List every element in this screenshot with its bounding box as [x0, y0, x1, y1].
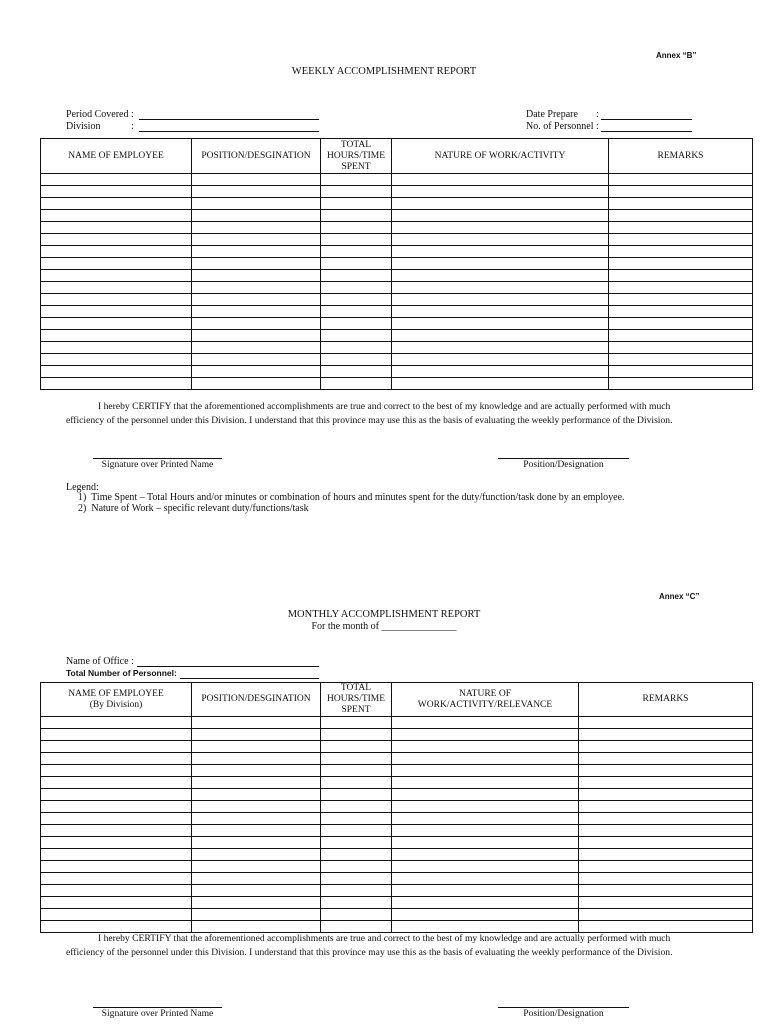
table-cell[interactable]	[579, 921, 753, 933]
table-cell[interactable]	[41, 222, 192, 234]
table-cell[interactable]	[609, 174, 753, 186]
table-cell[interactable]	[192, 294, 321, 306]
table-row	[41, 378, 753, 390]
table-cell[interactable]	[41, 378, 192, 390]
table-cell[interactable]	[321, 222, 392, 234]
table-row	[41, 318, 753, 330]
table-cell[interactable]	[192, 885, 321, 897]
table-cell[interactable]	[41, 753, 192, 765]
weekly-certification	[66, 400, 706, 428]
table-row	[41, 270, 753, 282]
table-cell[interactable]	[321, 342, 392, 354]
table-row	[41, 885, 753, 897]
table-cell[interactable]	[579, 837, 753, 849]
table-cell[interactable]	[41, 270, 192, 282]
no-of-personnel-line[interactable]	[601, 131, 692, 132]
table-cell[interactable]	[321, 246, 392, 258]
table-cell[interactable]	[321, 318, 392, 330]
table-cell[interactable]	[192, 198, 321, 210]
table-cell[interactable]	[192, 354, 321, 366]
table-cell[interactable]	[192, 222, 321, 234]
table-cell[interactable]	[41, 342, 192, 354]
table-cell[interactable]	[192, 741, 321, 753]
table-cell[interactable]	[41, 330, 192, 342]
table-cell[interactable]	[41, 885, 192, 897]
table-cell[interactable]	[609, 354, 753, 366]
table-cell[interactable]	[392, 741, 579, 753]
table-cell[interactable]	[192, 318, 321, 330]
annex-c-label: Annex “C”	[659, 592, 700, 601]
table-row	[41, 741, 753, 753]
table-cell[interactable]	[321, 765, 392, 777]
table-cell[interactable]	[321, 885, 392, 897]
table-cell[interactable]	[609, 234, 753, 246]
table-row	[41, 753, 753, 765]
table-cell[interactable]	[609, 258, 753, 270]
table-cell[interactable]	[392, 210, 609, 222]
table-cell[interactable]	[41, 717, 192, 729]
table-header-row	[41, 139, 753, 174]
table-cell[interactable]	[41, 246, 192, 258]
table-row	[41, 909, 753, 921]
table-cell[interactable]	[392, 873, 579, 885]
legend-title: Legend:	[66, 482, 99, 493]
table-cell[interactable]	[579, 885, 753, 897]
table-cell[interactable]	[579, 813, 753, 825]
monthly-certify-line2: efficiency of the personnel under this Division. I understand that this province may use this as the basis of evaluating the weekly performance of the Division.	[66, 947, 673, 958]
legend-2-text: specific relevant duty/functions/task	[161, 503, 309, 514]
table-row	[41, 801, 753, 813]
table-row	[41, 234, 753, 246]
table-cell[interactable]	[41, 294, 192, 306]
table-cell[interactable]	[321, 174, 392, 186]
table-cell[interactable]	[392, 729, 579, 741]
table-row	[41, 186, 753, 198]
table-cell[interactable]	[609, 198, 753, 210]
table-cell[interactable]	[192, 729, 321, 741]
table-cell[interactable]	[321, 897, 392, 909]
col-remarks: REMARKS	[609, 139, 753, 174]
col-total-hours: TOTAL HOURS/TIME SPENT	[321, 139, 392, 174]
table-cell[interactable]	[321, 849, 392, 861]
table-cell[interactable]	[392, 354, 609, 366]
table-row	[41, 861, 753, 873]
table-row	[41, 897, 753, 909]
table-cell[interactable]	[321, 282, 392, 294]
col-nature-of-work: NATURE OF WORK/ACTIVITY/RELEVANCE	[392, 683, 579, 717]
table-cell[interactable]	[392, 777, 579, 789]
table-row	[41, 330, 753, 342]
table-cell[interactable]	[41, 765, 192, 777]
legend-item-2	[78, 503, 309, 514]
table-cell[interactable]	[392, 318, 609, 330]
table-cell[interactable]	[579, 861, 753, 873]
table-cell[interactable]	[41, 186, 192, 198]
table-row	[41, 777, 753, 789]
table-cell[interactable]	[321, 741, 392, 753]
table-row	[41, 174, 753, 186]
table-cell[interactable]	[321, 354, 392, 366]
table-cell[interactable]	[41, 198, 192, 210]
table-cell[interactable]	[192, 861, 321, 873]
table-cell[interactable]	[392, 330, 609, 342]
table-cell[interactable]	[392, 813, 579, 825]
table-cell[interactable]	[321, 330, 392, 342]
legend-item-1	[78, 492, 625, 503]
date-prepare-line[interactable]	[601, 119, 692, 120]
table-cell[interactable]	[41, 801, 192, 813]
table-cell[interactable]	[321, 210, 392, 222]
table-cell[interactable]	[392, 294, 609, 306]
table-cell[interactable]	[41, 921, 192, 933]
table-row	[41, 849, 753, 861]
date-prepare-colon: :	[596, 109, 599, 120]
table-row	[41, 258, 753, 270]
table-row	[41, 729, 753, 741]
table-cell[interactable]	[192, 342, 321, 354]
table-cell[interactable]	[192, 813, 321, 825]
table-cell[interactable]	[609, 330, 753, 342]
table-cell[interactable]	[609, 342, 753, 354]
table-row	[41, 246, 753, 258]
table-cell[interactable]	[41, 354, 192, 366]
table-row	[41, 282, 753, 294]
monthly-position-label: Position/Designation	[523, 1008, 604, 1019]
table-cell[interactable]	[192, 801, 321, 813]
monthly-signature-label: Signature over Printed Name	[101, 1008, 214, 1019]
division-line[interactable]	[139, 131, 319, 132]
weekly-certify-line2: efficiency of the personnel under this Division. I understand that this province may use this as the basis of evaluating the weekly performance of the Division.	[66, 415, 673, 426]
col-position: POSITION/DESGINATION	[192, 139, 321, 174]
table-cell[interactable]	[392, 270, 609, 282]
table-cell[interactable]	[392, 789, 579, 801]
table-cell[interactable]	[192, 378, 321, 390]
table-cell[interactable]	[579, 717, 753, 729]
table-cell[interactable]	[192, 909, 321, 921]
table-cell[interactable]	[192, 717, 321, 729]
table-cell[interactable]	[321, 198, 392, 210]
table-cell[interactable]	[392, 186, 609, 198]
table-cell[interactable]	[392, 921, 579, 933]
table-cell[interactable]	[392, 753, 579, 765]
table-cell[interactable]	[192, 765, 321, 777]
division-label: Division	[66, 121, 101, 132]
table-cell[interactable]	[41, 789, 192, 801]
table-cell[interactable]	[192, 777, 321, 789]
col-remarks: REMARKS	[579, 683, 753, 717]
monthly-certification	[66, 932, 706, 960]
table-cell[interactable]	[192, 753, 321, 765]
table-cell[interactable]	[609, 270, 753, 282]
table-cell[interactable]	[579, 741, 753, 753]
table-row	[41, 873, 753, 885]
table-cell[interactable]	[321, 789, 392, 801]
total-personnel-label: Total Number of Personnel:	[66, 668, 177, 678]
table-cell[interactable]	[41, 306, 192, 318]
table-cell[interactable]	[321, 366, 392, 378]
table-cell[interactable]	[192, 825, 321, 837]
table-cell[interactable]	[192, 234, 321, 246]
table-cell[interactable]	[392, 825, 579, 837]
table-cell[interactable]	[609, 306, 753, 318]
table-cell[interactable]	[321, 777, 392, 789]
table-cell[interactable]	[192, 174, 321, 186]
table-cell[interactable]	[321, 909, 392, 921]
no-of-personnel-label: No. of Personnel :	[526, 121, 599, 132]
table-cell[interactable]	[192, 897, 321, 909]
table-cell[interactable]	[392, 717, 579, 729]
monthly-certify-line1: I hereby CERTIFY that the aforementioned accomplishments are true and correct to the best of my knowledge and are actually performed with much	[98, 933, 671, 944]
table-cell[interactable]	[41, 897, 192, 909]
table-row	[41, 222, 753, 234]
table-row	[41, 789, 753, 801]
table-cell[interactable]	[321, 753, 392, 765]
weekly-certify-line1: I hereby CERTIFY that the aforementioned accomplishments are true and correct to the best of my knowledge and are actually performed with much	[98, 401, 671, 412]
table-cell[interactable]	[41, 873, 192, 885]
table-cell[interactable]	[392, 234, 609, 246]
table-cell[interactable]	[41, 174, 192, 186]
table-cell[interactable]	[192, 282, 321, 294]
table-cell[interactable]	[41, 210, 192, 222]
table-row	[41, 813, 753, 825]
table-cell[interactable]	[609, 210, 753, 222]
table-cell[interactable]	[321, 861, 392, 873]
table-row	[41, 294, 753, 306]
table-cell[interactable]	[321, 873, 392, 885]
total-personnel-line[interactable]	[180, 678, 319, 679]
legend-2-term: Nature of Work –	[91, 503, 162, 514]
table-cell[interactable]	[392, 342, 609, 354]
table-cell[interactable]	[392, 198, 609, 210]
table-cell[interactable]	[41, 825, 192, 837]
table-cell[interactable]	[321, 258, 392, 270]
table-cell[interactable]	[192, 789, 321, 801]
table-cell[interactable]	[41, 741, 192, 753]
legend-1-term: Time Spent –	[91, 492, 145, 503]
table-cell[interactable]	[321, 306, 392, 318]
table-cell[interactable]	[192, 210, 321, 222]
table-cell[interactable]	[41, 729, 192, 741]
table-cell[interactable]	[321, 729, 392, 741]
table-cell[interactable]	[609, 246, 753, 258]
table-cell[interactable]	[609, 366, 753, 378]
table-cell[interactable]	[579, 765, 753, 777]
col-name-of-employee: NAME OF EMPLOYEE	[41, 139, 192, 174]
division-colon: :	[131, 121, 134, 132]
table-cell[interactable]	[609, 294, 753, 306]
table-cell[interactable]	[392, 306, 609, 318]
table-row	[41, 837, 753, 849]
table-cell[interactable]	[392, 837, 579, 849]
col-nature-of-work: NATURE OF WORK/ACTIVITY	[392, 139, 609, 174]
table-row	[41, 921, 753, 933]
table-cell[interactable]	[192, 837, 321, 849]
table-cell[interactable]	[579, 729, 753, 741]
table-cell[interactable]	[192, 366, 321, 378]
table-row	[41, 354, 753, 366]
period-covered-label: Period Covered :	[66, 109, 134, 120]
table-cell[interactable]	[392, 258, 609, 270]
table-cell[interactable]	[321, 270, 392, 282]
table-cell[interactable]	[192, 330, 321, 342]
table-cell[interactable]	[392, 282, 609, 294]
table-cell[interactable]	[392, 897, 579, 909]
table-header-row	[41, 683, 753, 717]
table-cell[interactable]	[41, 813, 192, 825]
period-covered-line[interactable]	[139, 119, 319, 120]
date-prepare-label: Date Prepare	[526, 109, 578, 120]
table-cell[interactable]	[392, 909, 579, 921]
legend-1-number: 1)	[78, 492, 87, 503]
col-name-of-employee: NAME OF EMPLOYEE (By Division)	[41, 683, 192, 717]
table-cell[interactable]	[579, 897, 753, 909]
table-cell[interactable]	[41, 849, 192, 861]
table-cell[interactable]	[41, 837, 192, 849]
table-cell[interactable]	[609, 186, 753, 198]
table-cell[interactable]	[41, 861, 192, 873]
table-cell[interactable]	[192, 258, 321, 270]
table-row	[41, 717, 753, 729]
table-cell[interactable]	[609, 222, 753, 234]
table-cell[interactable]	[321, 378, 392, 390]
table-cell[interactable]	[192, 921, 321, 933]
table-cell[interactable]	[579, 777, 753, 789]
table-cell[interactable]	[41, 777, 192, 789]
table-cell[interactable]	[192, 849, 321, 861]
table-cell[interactable]	[192, 270, 321, 282]
name-of-office-label: Name of Office :	[66, 656, 134, 667]
table-cell[interactable]	[41, 258, 192, 270]
table-cell[interactable]	[392, 885, 579, 897]
weekly-report-table	[40, 138, 753, 390]
table-cell[interactable]	[41, 318, 192, 330]
table-cell[interactable]	[321, 186, 392, 198]
monthly-report-title: MONTHLY ACCOMPLISHMENT REPORT	[287, 609, 481, 620]
table-row	[41, 366, 753, 378]
table-cell[interactable]	[392, 222, 609, 234]
table-cell[interactable]	[392, 801, 579, 813]
table-row	[41, 210, 753, 222]
table-cell[interactable]	[192, 186, 321, 198]
table-cell[interactable]	[609, 318, 753, 330]
weekly-report-title: WEEKLY ACCOMPLISHMENT REPORT	[291, 66, 477, 77]
table-cell[interactable]	[579, 753, 753, 765]
table-cell[interactable]	[579, 909, 753, 921]
table-cell[interactable]	[392, 378, 609, 390]
monthly-subtitle: For the month of _______________	[311, 621, 457, 632]
table-cell[interactable]	[392, 861, 579, 873]
table-cell[interactable]	[579, 849, 753, 861]
legend-2-number: 2)	[78, 503, 87, 514]
annex-b-label: Annex “B”	[656, 51, 697, 60]
table-cell[interactable]	[192, 306, 321, 318]
table-cell[interactable]	[321, 837, 392, 849]
table-cell[interactable]	[321, 813, 392, 825]
table-cell[interactable]	[41, 282, 192, 294]
table-cell[interactable]	[609, 282, 753, 294]
table-cell[interactable]	[579, 873, 753, 885]
table-cell[interactable]	[392, 849, 579, 861]
table-cell[interactable]	[392, 765, 579, 777]
table-cell[interactable]	[321, 294, 392, 306]
table-cell[interactable]	[41, 909, 192, 921]
table-cell[interactable]	[579, 801, 753, 813]
monthly-report-table	[40, 682, 753, 933]
table-row	[41, 198, 753, 210]
col-total-hours: TOTAL HOURS/TIME SPENT	[321, 683, 392, 717]
table-cell[interactable]	[321, 921, 392, 933]
table-row	[41, 306, 753, 318]
weekly-signature-label: Signature over Printed Name	[101, 459, 214, 470]
col-position: POSITION/DESGINATION	[192, 683, 321, 717]
table-cell[interactable]	[41, 366, 192, 378]
table-row	[41, 342, 753, 354]
table-cell[interactable]	[321, 825, 392, 837]
table-row	[41, 765, 753, 777]
table-cell[interactable]	[392, 366, 609, 378]
table-cell[interactable]	[192, 246, 321, 258]
table-cell[interactable]	[609, 378, 753, 390]
table-cell[interactable]	[321, 717, 392, 729]
table-cell[interactable]	[392, 246, 609, 258]
legend-1-text: Total Hours and/or minutes or combination of hours and minutes spent for the duty/function/task done by an employee.	[144, 492, 625, 503]
table-cell[interactable]	[579, 789, 753, 801]
table-cell[interactable]	[321, 234, 392, 246]
table-cell[interactable]	[192, 873, 321, 885]
name-of-office-line[interactable]	[137, 666, 319, 667]
table-cell[interactable]	[321, 801, 392, 813]
table-cell[interactable]	[41, 234, 192, 246]
table-cell[interactable]	[579, 825, 753, 837]
table-row	[41, 825, 753, 837]
weekly-position-label: Position/Designation	[523, 459, 604, 470]
table-cell[interactable]	[392, 174, 609, 186]
